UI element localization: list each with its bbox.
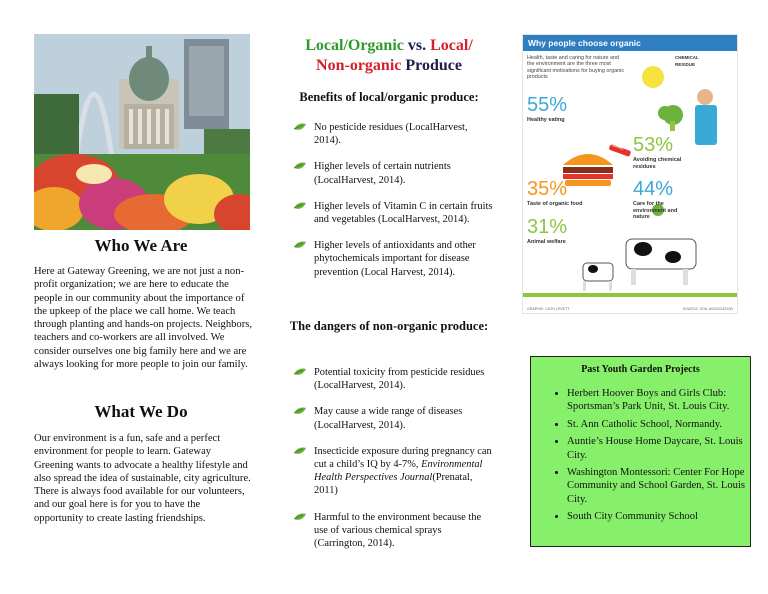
apple-icon — [642, 66, 664, 88]
infographic-header: Why people choose organic — [523, 35, 737, 51]
stat-label-4: Care for the environment and nature — [633, 201, 678, 220]
list-item: Potential toxicity from pesticide residues (LocalHarvest, 2014). — [294, 366, 494, 392]
organic-tag: ORGANIC — [606, 141, 625, 151]
list-item: May cause a wide range of diseases (LocalHarvest, 2014). — [294, 405, 494, 431]
cow-icon — [626, 239, 696, 269]
garden-projects-list — [531, 387, 750, 524]
who-we-are-text: Here at Gateway Greening, we are not just a non-profit organization; we are here to educate the people in our community about the importance of the upkeep of the place we call home. We teach through planting and hands-on projects. Neighbors, teachers and co-workers are all involved. We consider ourselves one big family here and we are always looking for more people to join our family. — [34, 266, 253, 371]
title-vs: vs. — [403, 37, 431, 54]
city-garden-photo — [34, 34, 250, 230]
infographic-source: SOURCE: SOIL ASSOCIATION — [682, 307, 733, 311]
list-item: • Washington Montessori: Center For Hope Community and School Garden, St. Louis City. — [567, 466, 750, 506]
leaf-bullet-icon — [294, 240, 306, 250]
leaf-bullet-icon — [294, 201, 306, 211]
dangers-list — [294, 366, 494, 563]
stat-value-3: 35% — [527, 178, 568, 200]
burger-icon — [563, 154, 613, 165]
leaf-bullet-icon — [294, 512, 306, 522]
stat-value-4: 44% — [633, 178, 674, 200]
stat-label-5: Animal welfare — [527, 239, 566, 245]
title-local: Local/ — [430, 37, 473, 54]
leaf-bullet-icon — [294, 122, 306, 132]
list-item: Harmful to the environment because the use of various chemical sprays (Carrington, 2014). — [294, 511, 494, 551]
list-item: • South City Community School — [567, 510, 750, 523]
stat-label-1: Healthy eating — [527, 117, 565, 123]
list-item: • Auntie’s House Home Daycare, St. Louis City. — [567, 435, 750, 462]
title-produce: Produce — [401, 57, 462, 74]
garden-projects-box — [530, 356, 751, 547]
leaf-bullet-icon — [294, 161, 306, 171]
produce-title — [282, 36, 496, 76]
garden-projects-heading: Past Youth Garden Projects — [581, 364, 700, 375]
infographic-subtitle: Health, taste and caring for nature and the environment are the three most significant motivations for buying organic products — [527, 55, 625, 81]
leaf-bullet-icon — [294, 367, 306, 377]
list-item: • Herbert Hoover Boys and Girls Club: Sportsman’s Park Unit, St. Louis City. — [567, 387, 750, 414]
leaf-bullet-icon — [294, 446, 306, 456]
stat-value-1: 55% — [527, 94, 568, 116]
chemical-residue-tag: CHEMICAL RESIDUE — [675, 55, 699, 67]
stat-label-3: Taste of organic food — [527, 201, 583, 207]
who-we-are-heading: Who We Are — [94, 236, 188, 255]
benefits-heading: Benefits of local/organic produce: — [299, 90, 479, 104]
stat-label-2: Avoiding chemical residues — [633, 157, 682, 170]
stat-value-5: 31% — [527, 216, 568, 238]
list-item: • St. Ann Catholic School, Normandy. — [567, 418, 750, 431]
list-item: Higher levels of antioxidants and other phytochemicals important for disease prevention (Local Harvest, 2014). — [294, 239, 494, 279]
what-we-do-heading: What We Do — [94, 402, 188, 421]
what-we-do-text: Our environment is a fun, safe and a perfect environment for people to learn. Gateway Greening wants to advocate a healthy lifestyle and also spread the idea of sustainable, city agriculture. There is always food available for our volunteers, and our goal here is for you to have the opportunity to create lasting friendships. — [34, 433, 251, 524]
title-nonorganic: Non-organic — [316, 57, 402, 74]
list-item: Higher levels of certain nutrients (LocalHarvest, 2014). — [294, 160, 494, 186]
calf-icon — [583, 263, 613, 281]
person-icon — [697, 89, 713, 105]
list-item: Higher levels of Vitamin C in certain fruits and vegetables (LocalHarvest, 2014). — [294, 200, 494, 226]
organic-infographic — [522, 34, 738, 314]
title-local-organic: Local/Organic — [305, 37, 404, 54]
leaf-bullet-icon — [294, 406, 306, 416]
list-item: Insecticide exposure during pregnancy can cut a child’s IQ by 4-7%, Environmental Health Perspectives Journal(Prenatal, 2011) — [294, 445, 494, 498]
infographic-illustrations — [523, 35, 737, 313]
stat-value-2: 53% — [633, 134, 674, 156]
dangers-heading: The dangers of non-organic produce: — [289, 319, 489, 333]
journal-title: Environmental Health Perspectives Journal — [314, 459, 483, 484]
list-item: No pesticide residues (LocalHarvest, 2014). — [294, 121, 494, 147]
benefits-list — [294, 121, 494, 292]
graphic-credit: GRAPHIC: CATH LEVETT — [527, 307, 570, 311]
